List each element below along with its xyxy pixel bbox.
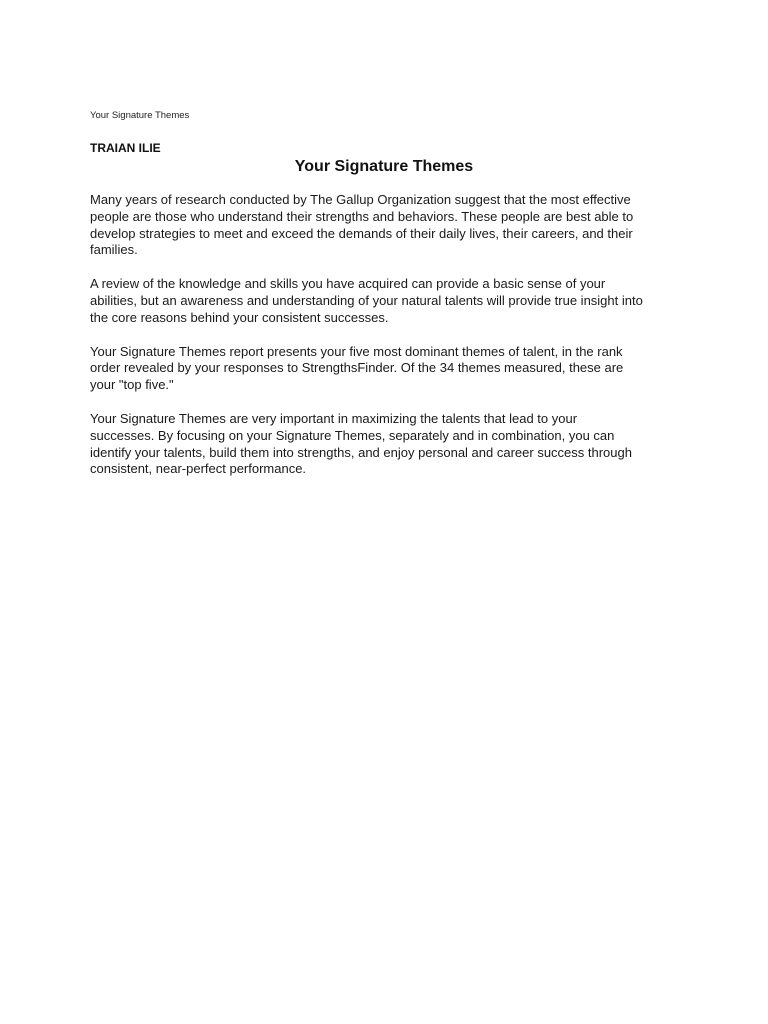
paragraph-importance <box>90 411 690 478</box>
document-body <box>90 192 690 495</box>
text-line: Your Signature Themes report presents your five most dominant themes of talent, in the rank <box>90 343 623 359</box>
paragraph-research <box>90 192 690 259</box>
person-name: TRAIAN ILIE <box>90 141 161 155</box>
running-header: Your Signature Themes <box>90 110 190 121</box>
text-line: abilities, but an awareness and understanding of your natural talents will provide true insight into <box>90 292 643 308</box>
paragraph-report <box>90 344 690 394</box>
paragraph-review <box>90 276 690 326</box>
text-line: A review of the knowledge and skills you have acquired can provide a basic sense of your <box>90 276 606 292</box>
text-line: successes. By focusing on your Signature Themes, separately and in combination, you can <box>90 427 615 443</box>
text-line: Many years of research conducted by The Gallup Organization suggest that the most effective <box>90 192 631 207</box>
text-line: the core reasons behind your consistent successes. <box>90 309 389 325</box>
text-line: families. <box>90 242 138 258</box>
text-line: people are those who understand their strengths and behaviors. These people are best able to <box>90 208 634 224</box>
text-line: your "top five." <box>90 377 174 393</box>
text-line: order revealed by your responses to StrengthsFinder. Of the 34 themes measured, these are <box>90 360 624 376</box>
text-line: consistent, near-perfect performance. <box>90 461 307 477</box>
text-line: develop strategies to meet and exceed the demands of their daily lives, their careers, and their <box>90 225 633 241</box>
page-title: Your Signature Themes <box>294 158 474 175</box>
text-line: identify your talents, build them into strengths, and enjoy personal and career success through <box>90 444 632 460</box>
text-line: Your Signature Themes are very important in maximizing the talents that lead to your <box>90 410 578 426</box>
